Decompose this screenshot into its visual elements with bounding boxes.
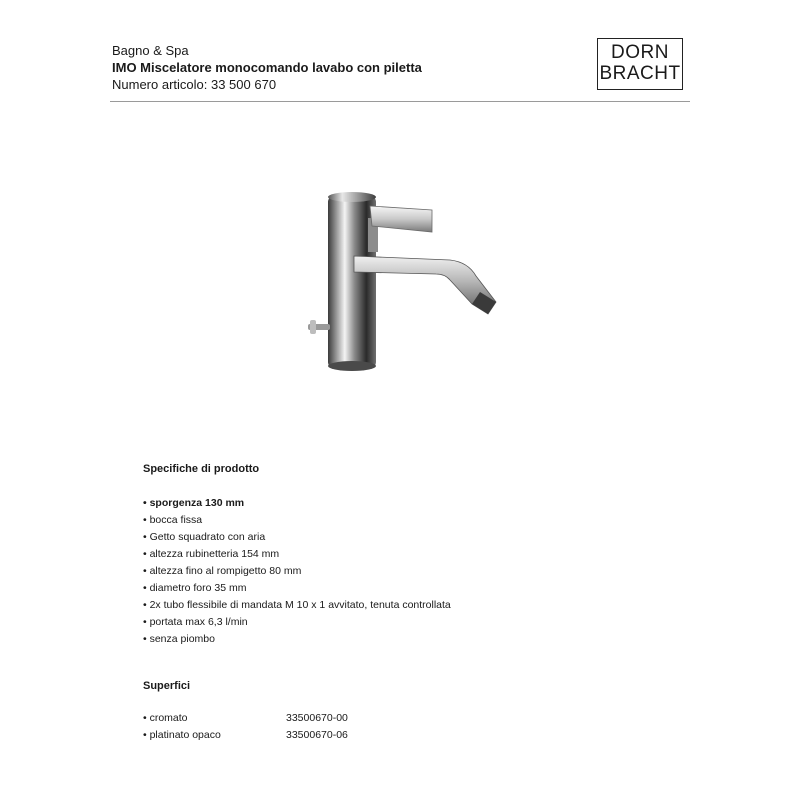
spec-item: • bocca fissa: [143, 514, 203, 526]
spec-item: • altezza fino al rompigetto 80 mm: [143, 565, 302, 577]
logo-line-1: DORN: [611, 42, 669, 63]
dornbracht-logo: [597, 38, 683, 90]
finish-code: 33500670-00: [286, 712, 348, 724]
category-label: Bagno & Spa: [112, 43, 189, 58]
spec-item: • altezza rubinetteria 154 mm: [143, 548, 280, 560]
specs-list: [143, 495, 451, 648]
spec-item: • Getto squadrato con aria: [143, 531, 266, 543]
finish-row: [143, 727, 348, 744]
spec-item: • senza piombo: [143, 633, 215, 645]
product-title: IMO Miscelatore monocomando lavabo con piletta: [112, 60, 422, 75]
finishes-section: [143, 680, 348, 744]
header-divider: [110, 101, 690, 102]
faucet-body-top: [328, 192, 376, 202]
specs-title: Specifiche di prodotto: [143, 463, 260, 475]
faucet-image: [300, 180, 520, 380]
finishes-title: Superfici: [143, 680, 191, 692]
drain-rod-knob: [310, 320, 316, 334]
faucet-body-base: [328, 361, 376, 371]
spec-item: • portata max 6,3 l/min: [143, 616, 248, 628]
finish-code: 33500670-06: [286, 729, 348, 741]
logo-line-2: BRACHT: [599, 63, 681, 84]
specs-section: [143, 463, 451, 648]
spec-item: • 2x tubo flessibile di mandata M 10 x 1 avvitato, tenuta controllata: [143, 599, 451, 611]
finish-name: • cromato: [143, 712, 188, 724]
spec-item: • sporgenza 130 mm: [143, 497, 245, 509]
faucet-lever: [370, 206, 432, 232]
finishes-list: [143, 710, 348, 744]
finish-row: [143, 710, 348, 727]
article-number: Numero articolo: 33 500 670: [112, 77, 277, 92]
spec-item: • diametro foro 35 mm: [143, 582, 247, 594]
finish-name: • platinato opaco: [143, 729, 221, 741]
